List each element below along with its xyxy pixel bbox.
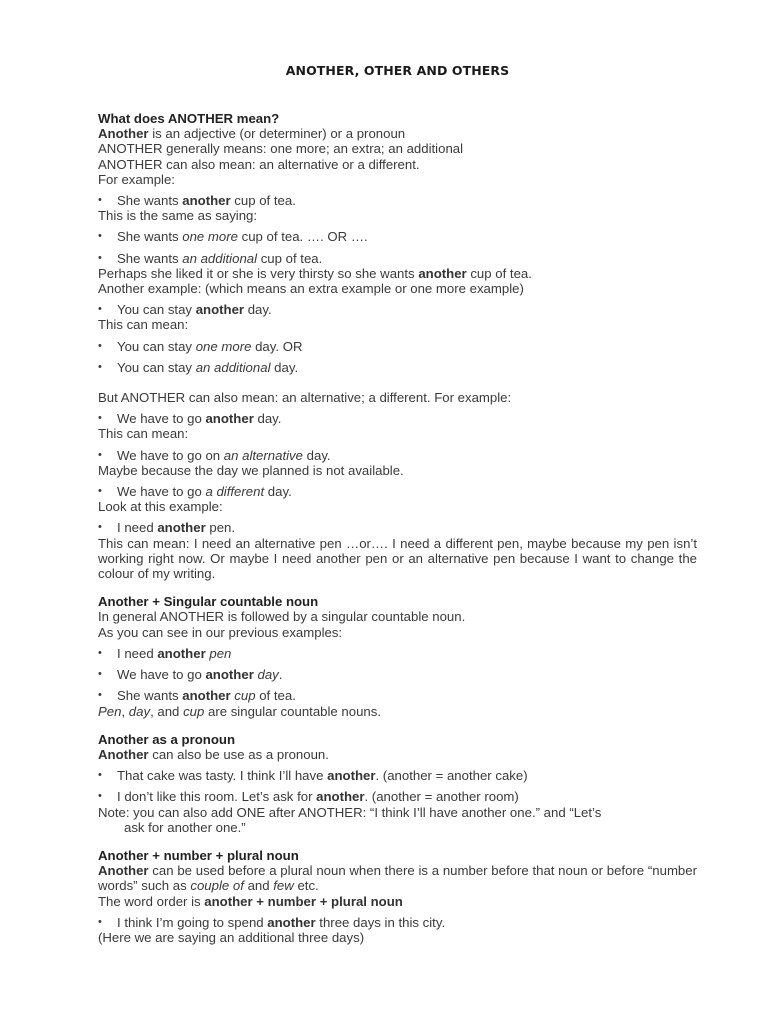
- list-item: • She wants an additional cup of tea.: [98, 251, 697, 266]
- list-item: • You can stay an additional day.: [98, 360, 697, 375]
- note: Note: you can also add ONE after ANOTHER: “I think I’ll have another one.” and “Let’s: [98, 804, 602, 820]
- list-item: • We have to go on an alternative day.: [98, 448, 697, 463]
- note: ask for another one.”: [124, 819, 246, 835]
- paragraph: Another example: (which means an extra example or one more example): [98, 281, 524, 297]
- list-item: • She wants another cup of tea.: [98, 193, 697, 208]
- list-item: • I need another pen: [98, 646, 697, 661]
- document-body: [98, 111, 697, 945]
- list-item: • I don’t like this room. Let’s ask for another. (another = another room): [98, 789, 697, 804]
- paragraph: In general ANOTHER is followed by a singular countable noun.: [98, 609, 466, 625]
- paragraph: ANOTHER generally means: one more; an extra; an additional: [98, 141, 464, 157]
- list-item: • We have to go a different day.: [98, 484, 697, 499]
- paragraph: Another can be used before a plural noun when there is a number before that noun or before “number words” such as couple of and few etc.: [98, 863, 697, 894]
- paragraph: Another can also be use as a pronoun.: [98, 746, 329, 762]
- paragraph: (Here we are saying an additional three days): [98, 929, 365, 945]
- paragraph: Perhaps she liked it or she is very thirsty so she wants another cup of tea.: [98, 265, 532, 281]
- paragraph: Another is an adjective (or determiner) or a pronoun: [98, 126, 406, 142]
- paragraph: Look at this example:: [98, 499, 223, 515]
- paragraph: This is the same as saying:: [98, 208, 258, 224]
- paragraph: The word order is another + number + plural noun: [98, 893, 403, 909]
- list-item: • She wants another cup of tea.: [98, 688, 697, 703]
- paragraph: As you can see in our previous examples:: [98, 624, 343, 640]
- paragraph: But ANOTHER can also mean: an alternative; a different. For example:: [98, 390, 512, 406]
- list-item: • You can stay another day.: [98, 302, 697, 317]
- paragraph: Pen, day, and cup are singular countable nouns.: [98, 703, 382, 719]
- section-heading-another-as-pronoun: Another as a pronoun: [98, 731, 236, 747]
- list-item: • You can stay one more day. OR: [98, 339, 697, 354]
- paragraph: This can mean:: [98, 426, 189, 442]
- paragraph: ANOTHER can also mean: an alternative or a different.: [98, 156, 420, 172]
- section-heading-what-does-another-mean: What does ANOTHER mean?: [98, 111, 280, 126]
- paragraph: For example:: [98, 171, 175, 187]
- document-title: ANOTHER, OTHER AND OTHERS: [285, 63, 510, 78]
- section-heading-singular-countable-noun: Another + Singular countable noun: [98, 594, 319, 610]
- list-item: • We have to go another day.: [98, 411, 697, 426]
- list-item: • We have to go another day.: [98, 667, 697, 682]
- paragraph: This can mean:: [98, 317, 189, 333]
- paragraph: This can mean: I need an alternative pen …or…. I need a different pen, maybe because my pen isn’t working right now. Or maybe I need another pen or an alternative pen because I want to change the colour of my writing.: [98, 535, 697, 582]
- list-item: • That cake was tasty. I think I’ll have another. (another = another cake): [98, 768, 697, 783]
- paragraph: Maybe because the day we planned is not available.: [98, 462, 404, 478]
- list-item: • I think I’m going to spend another three days in this city.: [98, 915, 697, 930]
- section-heading-number-plural-noun: Another + number + plural noun: [98, 847, 299, 863]
- list-item: • She wants one more cup of tea. …. OR ….: [98, 229, 697, 244]
- list-item: • I need another pen.: [98, 520, 697, 535]
